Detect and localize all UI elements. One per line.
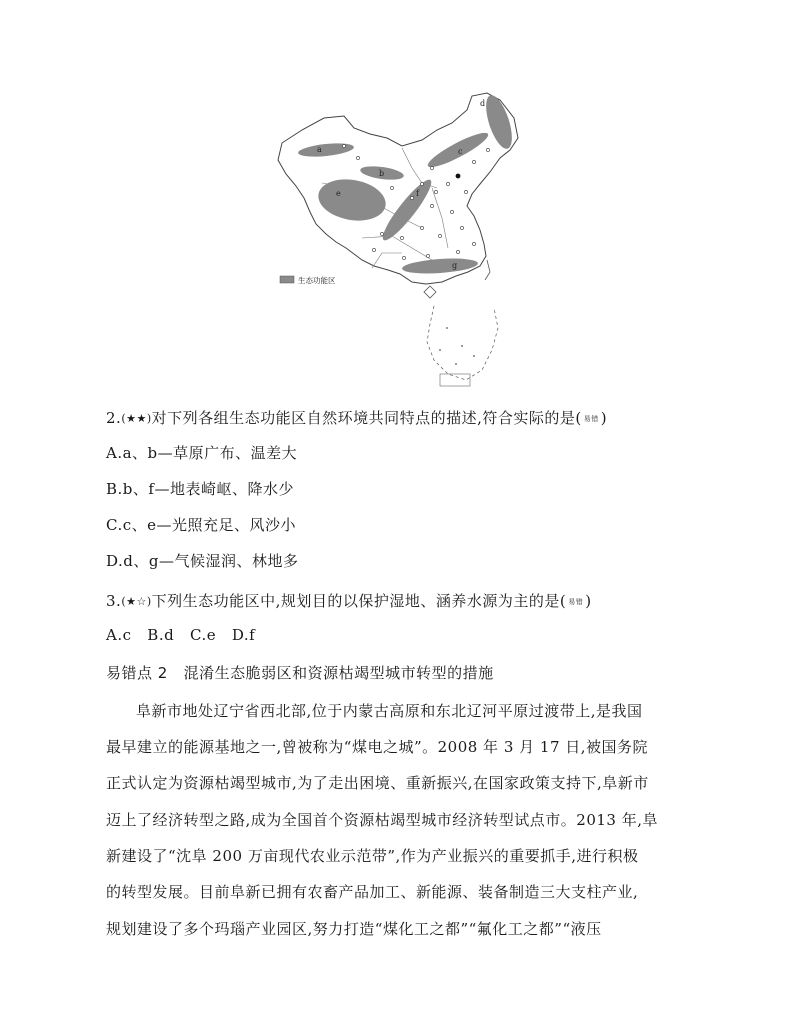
question-3-stem [106,590,592,611]
error-prone-tag: 易错 [583,415,599,423]
passage-line-1: 阜新市地处辽宁省西北部,位于内蒙古高原和东北辽河平原过渡带上,是我国 [136,702,643,720]
zone-label-e: e [336,189,341,198]
question-2-stem [106,407,607,428]
china-ecological-zones-map [262,88,532,388]
difficulty-stars: (★★) [121,412,152,425]
question-number: 3. [106,592,122,610]
passage-line-5: 新建设了“沈阜 200 万亩现代农业示范带”,作为产业振兴的重要抓手,进行积极 [106,847,639,865]
zone-label-b: b [379,169,385,178]
question-2-option-b: B.b、f—地表崎岖、降水少 [106,480,294,498]
capital-marker [456,174,461,179]
question-2-option-d: D.d、g—气候湿润、林地多 [106,552,299,570]
china-outline [278,93,518,284]
zone-label-g: g [452,261,458,270]
passage-line-4: 迈上了经济转型之路,成为全国首个资源枯竭型城市经济转型试点市。2013 年,阜 [106,811,658,829]
legend-label: 生态功能区 [298,276,336,285]
zone-a [298,141,355,159]
question-2-option-c: C.c、e—光照充足、风沙小 [106,516,296,534]
passage-line-2: 最早建立的能源基地之一,曾被称为“煤电之城”。2008 年 3 月 17 日,被国务院 [106,738,649,756]
zone-f [377,175,436,245]
paren-close: ) [585,592,592,610]
passage-line-7: 规划建设了多个玛瑙产业园区,努力打造“煤化工之都”“氟化工之都”“液压 [106,920,602,938]
legend-swatch [280,276,294,283]
zone-d [481,92,517,151]
question-text: 对下列各组生态功能区自然环境共同特点的描述,符合实际的是( [151,409,582,427]
difficulty-stars: (★☆) [121,595,152,608]
passage-line-6: 的转型发展。目前阜新已拥有农畜产品加工、新能源、装备制造三大支柱产业, [106,883,639,901]
section-heading: 易错点 2 混淆生态脆弱区和资源枯竭型城市转型的措施 [106,664,494,682]
question-2-option-a: A.a、b—草原广布、温差大 [106,444,298,462]
passage-line-3: 正式认定为资源枯竭型城市,为了走出困境、重新振兴,在国家政策支持下,阜新市 [106,774,649,792]
paren-close: ) [600,409,608,427]
zone-label-a: a [317,145,322,154]
question-3-options: A.c B.d C.e D.f [106,626,256,644]
zone-label-f: f [416,189,419,198]
question-text: 下列生态功能区中,规划目的以保护湿地、涵养水源为主的是( [151,592,567,610]
question-number: 2. [106,409,122,427]
zone-label-c: c [458,147,463,156]
zone-e [315,174,389,225]
zone-label-d: d [480,99,486,108]
error-prone-tag: 易错 [568,598,584,606]
